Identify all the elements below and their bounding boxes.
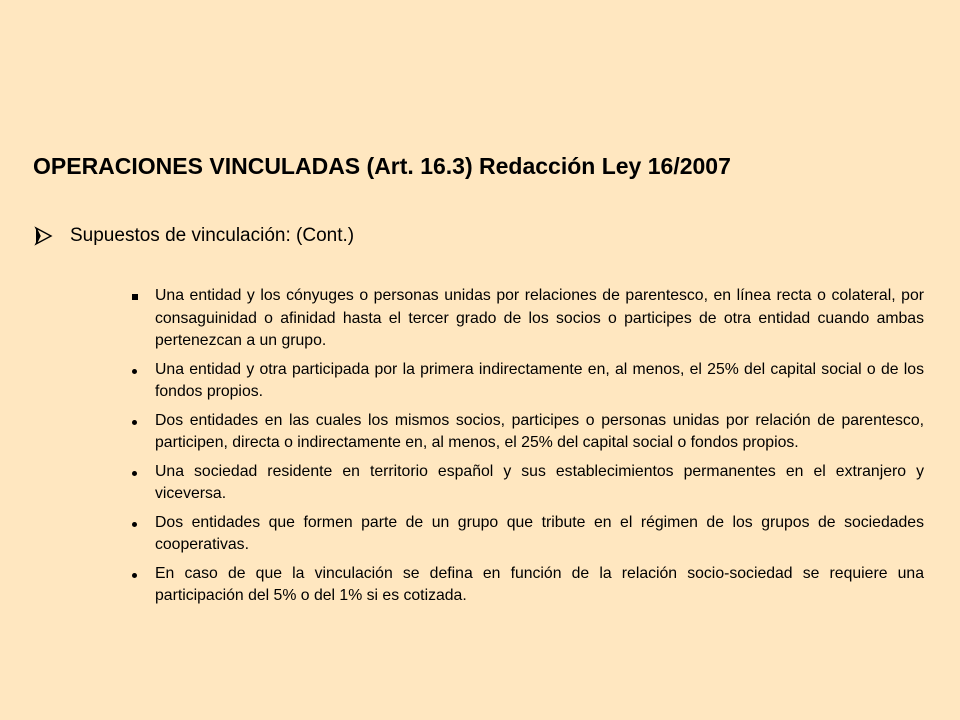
sub-bullet-list (132, 285, 924, 614)
dot-bullet-icon (132, 420, 137, 425)
list-item (132, 285, 924, 353)
level1-text: Supuestos de vinculación: (Cont.) (70, 225, 355, 246)
list-item-text: Una entidad y otra participada por la primera indirectamente en, al menos, el 25% del capital social o de los fondos propios. (155, 360, 924, 400)
list-item (132, 461, 924, 506)
list-item-text: En caso de que la vinculación se defina en función de la relación socio-sociedad se requiere una participación del 5% o del 1% si es cotizada. (155, 564, 924, 604)
list-item (132, 563, 924, 608)
list-item-text: Una sociedad residente en territorio español y sus establecimientos permanentes en el extranjero y viceversa. (155, 462, 924, 502)
list-item-text: Una entidad y los cónyuges o personas unidas por relaciones de parentesco, en línea recta o colateral, por consaguinidad o afinidad hasta el tercer grado de los socios o participes de otra entidad cuando ambas pertenezcan a un grupo. (155, 287, 924, 349)
level1-bullet-item (33, 222, 913, 250)
dot-bullet-icon (132, 573, 137, 578)
dot-bullet-icon (132, 369, 137, 374)
list-item (132, 410, 924, 455)
list-item (132, 512, 924, 557)
arrowhead-bullet-icon (33, 226, 55, 246)
list-item-text: Dos entidades que formen parte de un grupo que tribute en el régimen de los grupos de sociedades cooperativas. (155, 513, 924, 553)
dot-bullet-icon (132, 522, 137, 527)
dot-bullet-icon (132, 471, 137, 476)
list-item (132, 359, 924, 404)
slide-title: OPERACIONES VINCULADAS (Art. 16.3) Redacción Ley 16/2007 (33, 153, 731, 179)
square-bullet-icon (132, 294, 138, 300)
list-item-text: Dos entidades en las cuales los mismos socios, participes o personas unidas por relación de parentesco, participen, directa o indirectamente en, al menos, el 25% del capital social o fondos propios. (155, 411, 924, 451)
